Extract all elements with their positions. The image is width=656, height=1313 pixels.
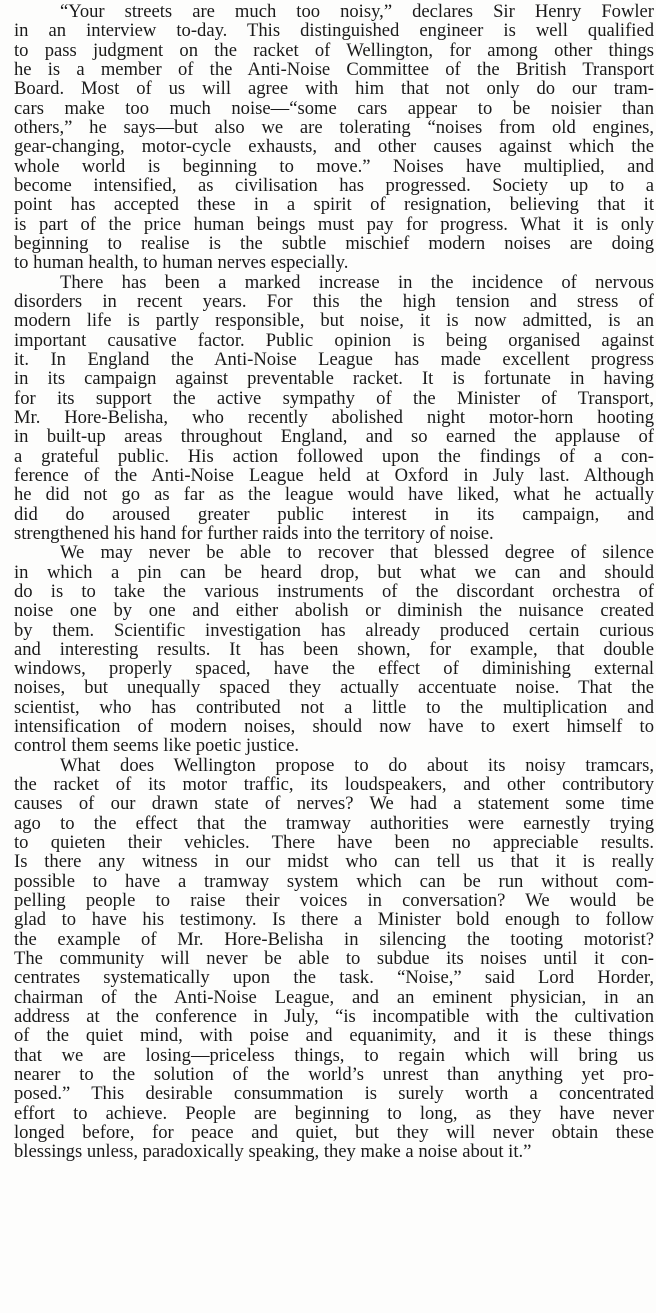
text-line: modern life is partly responsible, but noise, it is now admitted, is an — [14, 311, 654, 331]
text-line: and interesting results. It has been shown, for example, that double — [14, 639, 654, 660]
text-line: address at the conference in July, “is incompatible with the cultivation — [14, 1007, 654, 1027]
text-line: chairman of the Anti-Noise League, and an eminent physician, in an — [14, 987, 654, 1008]
text-line: noises, but unequally spaced they actually accentuate noise. That the — [14, 678, 654, 698]
text-line: centrates systematically upon the task. “Noise,” said Lord Horder, — [14, 968, 654, 988]
text-line: the racket of its motor traffic, its loudspeakers, and other contributory — [14, 775, 654, 795]
article-paragraph — [14, 273, 654, 544]
text-line: did do aroused greater public interest in its campaign, and — [14, 504, 654, 524]
article-paragraph — [14, 756, 654, 1162]
text-line: in its campaign against preventable racket. It is fortunate in having — [14, 369, 654, 389]
text-line: scientist, who has contributed not a little to the multiplication and — [14, 697, 654, 718]
text-line: The community will never be able to subdue its noises until it con- — [14, 949, 654, 969]
text-line: Board. Most of us will agree with him that not only do our tram- — [14, 79, 654, 99]
text-line: posed.” This desirable consummation is surely worth a concentrated — [14, 1084, 654, 1104]
text-line: nearer to the solution of the world’s unrest than anything yet pro- — [14, 1065, 654, 1085]
text-line: it. In England the Anti-Noise League has made excellent progress — [14, 349, 654, 370]
article-paragraph — [14, 2, 654, 273]
text-line: We may never be able to recover that blessed degree of silence — [60, 543, 654, 563]
text-line: intensification of modern noises, should now have to exert himself to — [14, 717, 654, 737]
text-line: disorders in recent years. For this the high tension and stress of — [14, 291, 654, 312]
text-line: beginning to realise is the subtle mischief modern noises are doing — [14, 233, 654, 254]
text-line: effort to achieve. People are beginning to long, as they have never — [14, 1103, 654, 1124]
text-line: in built-up areas throughout England, and so earned the applause of — [14, 427, 654, 447]
text-line: for its support the active sympathy of the Minister of Transport, — [14, 388, 654, 408]
text-line: strengthened his hand for further raids into the territory of noise. — [14, 522, 494, 544]
text-line: a grateful public. His action followed upon the findings of a con- — [14, 446, 654, 466]
text-line: he did not go as far as the league would have liked, what he actually — [14, 485, 654, 505]
text-line: important causative factor. Public opinion is being organised against — [14, 330, 654, 350]
text-line: causes of our drawn state of nerves? We had a statement some time — [14, 794, 654, 814]
article-paragraph — [14, 543, 654, 756]
text-line: glad to have his testimony. Is there a Minister bold enough to follow — [14, 910, 654, 930]
text-line: do is to take the various instruments of the discordant orchestra of — [14, 581, 654, 602]
text-line: of the quiet mind, with poise and equanimity, and it is these things — [14, 1026, 654, 1046]
text-line: he is a member of the Anti-Noise Committee of the British Transport — [14, 59, 654, 80]
text-line: point has accepted these in a spirit of resignation, believing that it — [14, 195, 654, 215]
text-line: to human health, to human nerves especially. — [14, 252, 349, 274]
text-line: pelling people to raise their voices in conversation? We would be — [14, 891, 654, 911]
text-line: in an interview to-day. This distinguished engineer is well qualified — [14, 21, 654, 41]
text-line: blessings unless, paradoxically speaking, they make a noise about it.” — [14, 1141, 532, 1163]
text-line: others,” he says—but also we are tolerating “noises from old engines, — [14, 117, 654, 138]
text-line: in which a pin can be heard drop, but what we can and should — [14, 562, 654, 582]
text-line: gear-changing, motor-cycle exhausts, and other causes against which the — [14, 137, 654, 157]
text-line: control them seems like poetic justice. — [14, 735, 300, 757]
text-line: longed before, for peace and quiet, but they will never obtain these — [14, 1123, 654, 1143]
editorial-article — [14, 2, 654, 1162]
text-line: cars make too much noise—“some cars appear to be noisier than — [14, 98, 654, 118]
text-line: ago to the effect that the tramway authorities were earnestly trying — [14, 813, 654, 834]
text-line: is part of the price human beings must pay for progress. What it is only — [14, 214, 654, 234]
text-line: Mr. Hore-Belisha, who recently abolished night motor-horn hooting — [14, 407, 654, 428]
text-line: There has been a marked increase in the incidence of nervous — [60, 272, 654, 292]
text-line: that we are losing—priceless things, to regain which will bring us — [14, 1045, 654, 1066]
text-line: “Your streets are much too noisy,” declares Sir Henry Fowler — [60, 2, 654, 22]
text-line: possible to have a tramway system which can be run without com- — [14, 871, 654, 892]
text-line: Is there any witness in our midst who can tell us that it is really — [14, 852, 654, 872]
text-line: whole world is beginning to move.” Noises have multiplied, and — [14, 156, 654, 176]
text-line: the example of Mr. Hore-Belisha in silencing the tooting motorist? — [14, 929, 654, 950]
text-line: to pass judgment on the racket of Wellington, for among other things — [14, 40, 654, 60]
text-line: windows, properly spaced, have the effect of diminishing external — [14, 659, 654, 679]
text-line: become intensified, as civilisation has progressed. Society up to a — [14, 175, 654, 196]
text-line: to quieten their vehicles. There have been no appreciable results. — [14, 833, 654, 853]
text-line: by them. Scientific investigation has already produced certain curious — [14, 620, 654, 640]
text-line: noise one by one and either abolish or diminish the nuisance created — [14, 601, 654, 621]
text-line: What does Wellington propose to do about its noisy tramcars, — [60, 755, 654, 776]
text-line: ference of the Anti-Noise League held at Oxford in July last. Although — [14, 465, 654, 486]
